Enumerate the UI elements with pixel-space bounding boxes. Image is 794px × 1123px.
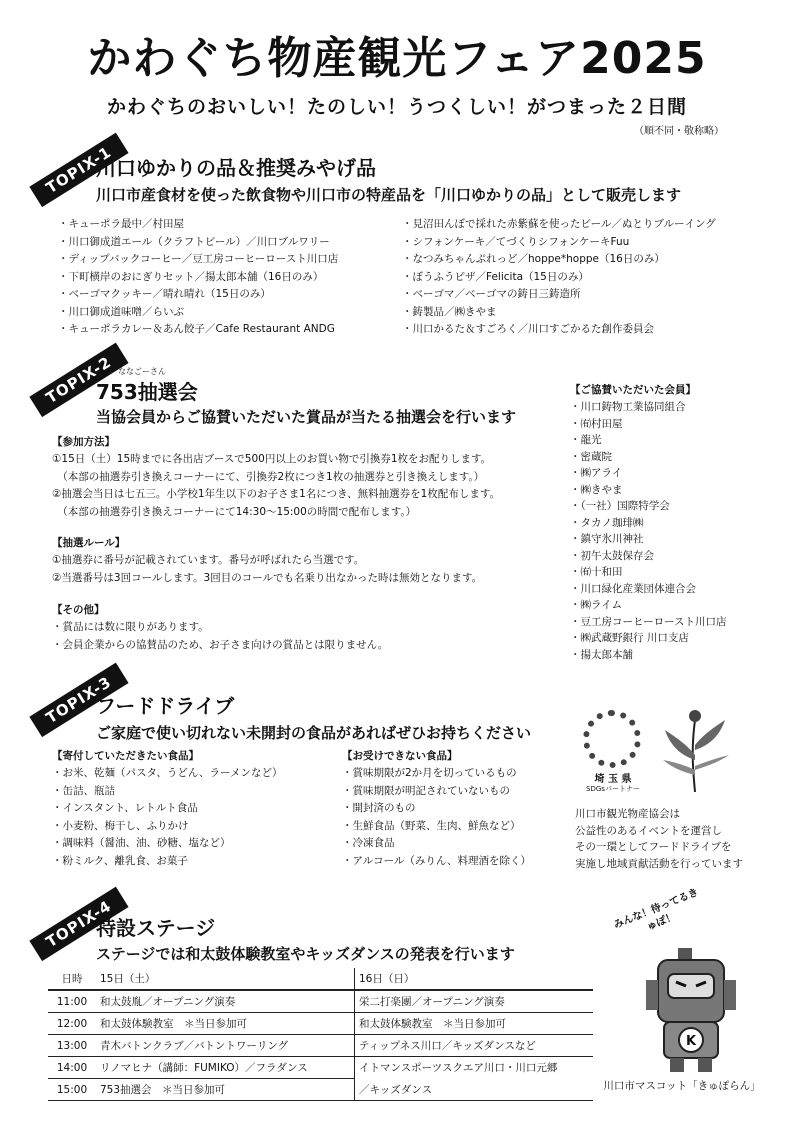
list-item: ・川口かるた＆すごろく／川口すごかるた創作委員会: [402, 323, 654, 335]
list-item: ・賞味期限が2か月を切っているもの: [342, 767, 517, 779]
note-line: 公益性のあるイベントを運営し: [575, 824, 722, 837]
sponsor-item: ・川口緑化産業団体連合会: [570, 582, 696, 595]
sponsor-item: ・密蔵院: [570, 450, 612, 463]
time-cell: 13:00: [48, 1035, 96, 1057]
topix2-badge: TOPIX-2: [29, 343, 128, 417]
order-note: （順不同・敬称略）: [634, 126, 724, 137]
topix1-badge: TOPIX-1: [29, 133, 128, 207]
association-note: [575, 806, 785, 872]
topix2-ruby: ななごーさん: [118, 367, 166, 376]
sponsor-item: ・鎮守氷川神社: [570, 533, 644, 545]
list-item: ・見沼田んぼで採れた赤紫蘇を使ったビール／ぬとりブルーイング: [402, 218, 716, 230]
day15-cell: 753抽選会 ＊当日参加可: [96, 1079, 355, 1101]
sponsor-item: ・（一社）国際特学会: [570, 500, 670, 512]
accept-label: 【寄付していただきたい食品】: [52, 750, 199, 762]
list-item: ・ディップバックコーヒー／豆工房コーヒーロースト川口店: [58, 253, 339, 265]
list-item: ・粉ミルク、離乳食、お菓子: [52, 854, 188, 867]
sponsor-item: ・川口鋳物工業協同組合: [570, 401, 686, 413]
list-item: ・生鮮食品（野菜、生肉、鮮魚など）: [342, 819, 521, 832]
method-line: （本部の抽選券引き換えコーナーにて、引換券2枚につき1枚の抽選券と引き換えします。）: [52, 470, 485, 483]
other-line: ・賞品には数に限りがあります。: [52, 621, 209, 633]
table-row: [48, 1013, 593, 1035]
time-cell: 15:00: [48, 1079, 96, 1101]
sponsor-item: ・㈲村田屋: [570, 417, 623, 430]
topix2-rules-label: 【抽選ルール】: [52, 537, 126, 549]
sponsor-item: ・㈱ライム: [570, 599, 623, 611]
list-item: ・キューポラカレー＆あん餃子／Cafe Restaurant ANDG: [58, 323, 335, 335]
list-item: ・ベーゴマ／ベーゴマの鋳日三鋳造所: [402, 288, 581, 300]
topix1-list-right: [402, 216, 782, 339]
day15-cell: 和太鼓体験教室 ＊当日参加可: [96, 1013, 355, 1035]
table-row: [48, 1079, 593, 1101]
list-item: ・キューポラ最中／村田屋: [58, 218, 184, 230]
sponsor-item: ・㈱武蔵野銀行 川口支店: [570, 632, 689, 644]
rules-line: ①抽選券に番号が記載されています。番号が呼ばれたら当選です。: [52, 554, 365, 566]
time-cell: 12:00: [48, 1013, 96, 1035]
list-item: ・賞味期限が明記されていないもの: [342, 784, 510, 797]
topix4-badge: TOPIX-4: [29, 887, 128, 961]
reject-label: 【お受けできない食品】: [342, 750, 458, 762]
day15-cell: 和太鼓胤／オープニング演奏: [96, 990, 355, 1013]
mascot-letter: K: [685, 1034, 697, 1049]
sdgs-sub: SDGsパートナー: [586, 785, 640, 793]
table-header-row: [48, 968, 593, 990]
list-item: ・シフォンケーキ／てづくりシフォンケーキFuu: [402, 235, 630, 248]
sdgs-label: 埼 玉 県: [594, 774, 632, 785]
mascot-kyuporan: [636, 946, 746, 1076]
sponsor-item: ・㈱きやま: [570, 483, 623, 496]
list-item: ・お米、乾麺（パスタ、うどん、ラーメンなど）: [52, 767, 283, 779]
note-line: 川口市観光物産協会は: [575, 808, 680, 820]
day15-cell: 青木バトンクラブ／バトントワーリング: [96, 1035, 355, 1057]
list-item: ・ベーゴマクッキー／晴れ晴れ（15日のみ）: [58, 288, 271, 300]
table-row: [48, 1057, 593, 1079]
rules-line: ②当選番号は3回コールします。3回目のコールでも名乗り出なかった時は無効となります。: [52, 571, 483, 584]
topix2-title: 753抽選会: [96, 380, 198, 404]
list-item: ・川口御成道味噌／らいぶ: [58, 305, 184, 318]
mascot-speech: みんな！待ってるきゅぽ！: [612, 887, 700, 933]
day16-cell: 栄二打楽團／オープニング演奏: [355, 990, 594, 1013]
list-item: ・下町横岸のおにぎりセット／揚太郎本舗（16日のみ）: [58, 270, 324, 283]
topix2-method: [52, 451, 572, 521]
sponsor-item: ・初午太鼓保存会: [570, 549, 654, 562]
list-item: ・川口御成道エール（クラフトビール）／川口ブルワリー: [58, 235, 330, 248]
list-item: ・缶詰、瓶詰: [52, 784, 115, 797]
day16-cell: ／キッズダンス: [355, 1079, 594, 1101]
method-line: （本部の抽選券引き換えコーナーにて14:30～15:00の時間で配布します。）: [52, 505, 417, 518]
topix3-subtitle: ご家庭で使い切れない未開封の食品があればぜひお持ちください: [96, 724, 532, 742]
note-line: その一環としてフードドライブを: [575, 841, 732, 853]
accept-list: [52, 765, 342, 870]
sponsors-label: 【ご協賛いただいた会員】: [570, 384, 696, 396]
plant-illustration: [655, 700, 735, 795]
sponsor-item: ・揚太郎本舗: [570, 648, 633, 661]
list-item: ・小麦粉、梅干し、ふりかけ: [52, 819, 189, 832]
method-line: ①15日（土）15時までに各出店ブースで500円以上のお買い物で引換券1枚をお配りします。: [52, 453, 492, 465]
sponsor-item: ・㈲十和田: [570, 566, 623, 578]
day16-cell: ティップネス川口／キッズダンスなど: [355, 1035, 594, 1057]
header-cell: 16日（日）: [355, 968, 594, 990]
list-item: ・開封済のもの: [342, 802, 416, 814]
topix2-other: [52, 619, 572, 654]
list-item: ・調味料（醤油、油、砂糖、塩など）: [52, 837, 231, 849]
sponsor-item: ・龍光: [570, 434, 602, 446]
day15-cell: リノマヒナ（講師：FUMIKO）／フラダンス: [96, 1057, 355, 1079]
topix2-rules: [52, 552, 572, 587]
sdgs-wreath-logo: [583, 710, 641, 768]
day16-cell: 和太鼓体験教室 ＊当日参加可: [355, 1013, 594, 1035]
page-subtitle: かわぐちのおいしい！たのしい！うつくしい！がつまった２日間: [106, 96, 687, 118]
sponsor-item: ・タカノ珈琲㈱: [570, 516, 644, 529]
topix2-other-label: 【その他】: [52, 604, 105, 616]
note-line: 実施し地域貢献活動を行っています: [575, 857, 743, 870]
header-cell: 日時: [48, 968, 96, 990]
table-row: [48, 990, 593, 1013]
page-title: かわぐち物産観光フェア2025: [87, 33, 707, 84]
topix1-title: 川口ゆかりの品＆推奨みやげ品: [96, 156, 376, 180]
sponsor-item: ・豆工房コーヒーロースト川口店: [570, 615, 727, 628]
sponsor-item: ・㈱アライ: [570, 467, 623, 479]
list-item: ・インスタント、レトルト食品: [52, 802, 198, 814]
list-item: ・鋳製品／㈱きやま: [402, 305, 497, 318]
stage-schedule-table: [48, 968, 593, 1101]
list-item: ・なつみちゃんぷれっど／hoppe*hoppe（16日のみ）: [402, 253, 665, 265]
table-row: [48, 1035, 593, 1057]
topix3-title: フードドライブ: [96, 694, 235, 718]
topix4-title: 特設ステージ: [96, 916, 216, 940]
topix4-subtitle: ステージでは和太鼓体験教室やキッズダンスの発表を行います: [96, 945, 515, 963]
topix2-method-label: 【参加方法】: [52, 436, 115, 448]
topix2-subtitle: 当協会員からご協賛いただいた賞品が当たる抽選会を行います: [96, 408, 517, 426]
other-line: ・会員企業からの協賛品のため、お子さま向けの賞品とは限りません。: [52, 638, 389, 651]
method-line: ②抽選会当日は七五三。小学校1年生以下のお子さま1名につき、無料抽選券を1枚配布します。: [52, 488, 500, 500]
list-item: ・ぼうふうピザ／Felicita（15日のみ）: [402, 270, 589, 283]
topix1-list-left: [58, 216, 398, 339]
header-cell: 15日（土）: [96, 968, 355, 990]
mascot-caption: 川口市マスコット「きゅぽらん」: [603, 1080, 761, 1092]
topix3-badge: TOPIX-3: [29, 663, 128, 737]
sponsors-list: [570, 399, 780, 663]
topix1-subtitle: 川口市産食材を使った飲食物や川口市の特産品を「川口ゆかりの品」として販売します: [96, 186, 682, 204]
time-cell: 14:00: [48, 1057, 96, 1079]
list-item: ・冷凍食品: [342, 837, 395, 849]
day16-cell: イトマンスポーツスクエア川口・川口元郷: [359, 1062, 558, 1075]
list-item: ・アルコール（みりん、料理酒を除く）: [342, 854, 531, 867]
time-cell: 11:00: [48, 990, 96, 1013]
reject-list: [342, 765, 572, 870]
